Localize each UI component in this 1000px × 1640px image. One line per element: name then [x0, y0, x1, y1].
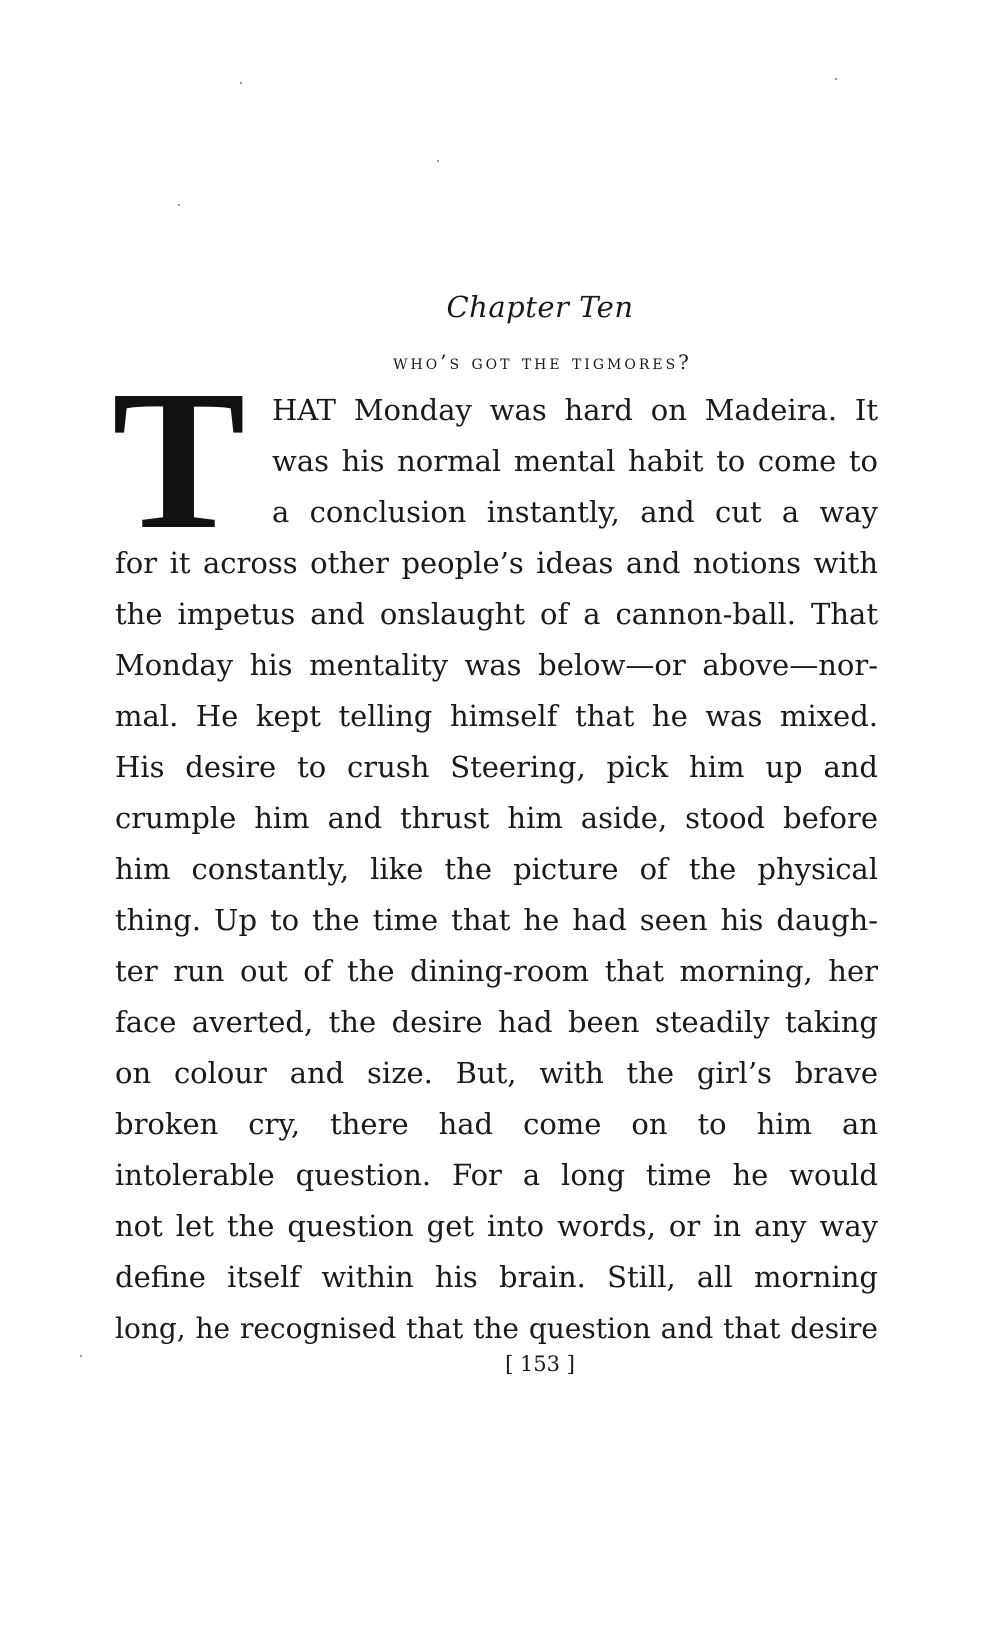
paper-speck	[835, 78, 837, 80]
drop-cap: T	[112, 350, 246, 571]
text-line: crumple him and thrust him aside, stood before	[115, 801, 878, 835]
body-paragraph	[115, 538, 878, 1354]
paper-speck	[437, 160, 439, 162]
text-line: face averted, the desire had been steadily taking	[115, 1005, 878, 1039]
text-line: intolerable question. For a long time he would	[115, 1158, 878, 1192]
text-line: a conclusion instantly, and cut a way	[272, 495, 878, 529]
text-line: for it across other people’s ideas and notions with	[115, 546, 878, 580]
text-line: was his normal mental habit to come to	[272, 444, 878, 478]
indented-paragraph-lines	[272, 385, 878, 538]
text-line: His desire to crush Steering, pick him up and	[115, 750, 878, 784]
page-number: [ 153 ]	[505, 1352, 575, 1376]
text-line: HAT Monday was hard on Madeira. It	[272, 393, 878, 427]
paper-speck	[240, 82, 242, 84]
drop-cap-container	[112, 350, 262, 571]
text-line: the impetus and onslaught of a cannon-ball. That	[115, 597, 878, 631]
text-line: Monday his mentality was below—or above—nor-	[115, 648, 878, 682]
chapter-label: Chapter Ten	[446, 290, 634, 324]
paper-speck	[178, 204, 180, 206]
text-line: define itself within his brain. Still, all morning	[115, 1260, 878, 1294]
text-line: ter run out of the dining-room that morning, her	[115, 954, 878, 988]
text-line: him constantly, like the picture of the physical	[115, 852, 878, 886]
text-line: not let the question get into words, or in any way	[115, 1209, 878, 1243]
text-line: on colour and size. But, with the girl’s brave	[115, 1056, 878, 1090]
text-line: long, he recognised that the question and that desire	[115, 1312, 878, 1345]
text-line: thing. Up to the time that he had seen his daugh-	[115, 903, 878, 937]
chapter-title: who’s got the tigmores?	[393, 350, 692, 374]
text-line: broken cry, there had come on to him an	[115, 1107, 878, 1141]
text-line: mal. He kept telling himself that he was mixed.	[115, 699, 878, 733]
